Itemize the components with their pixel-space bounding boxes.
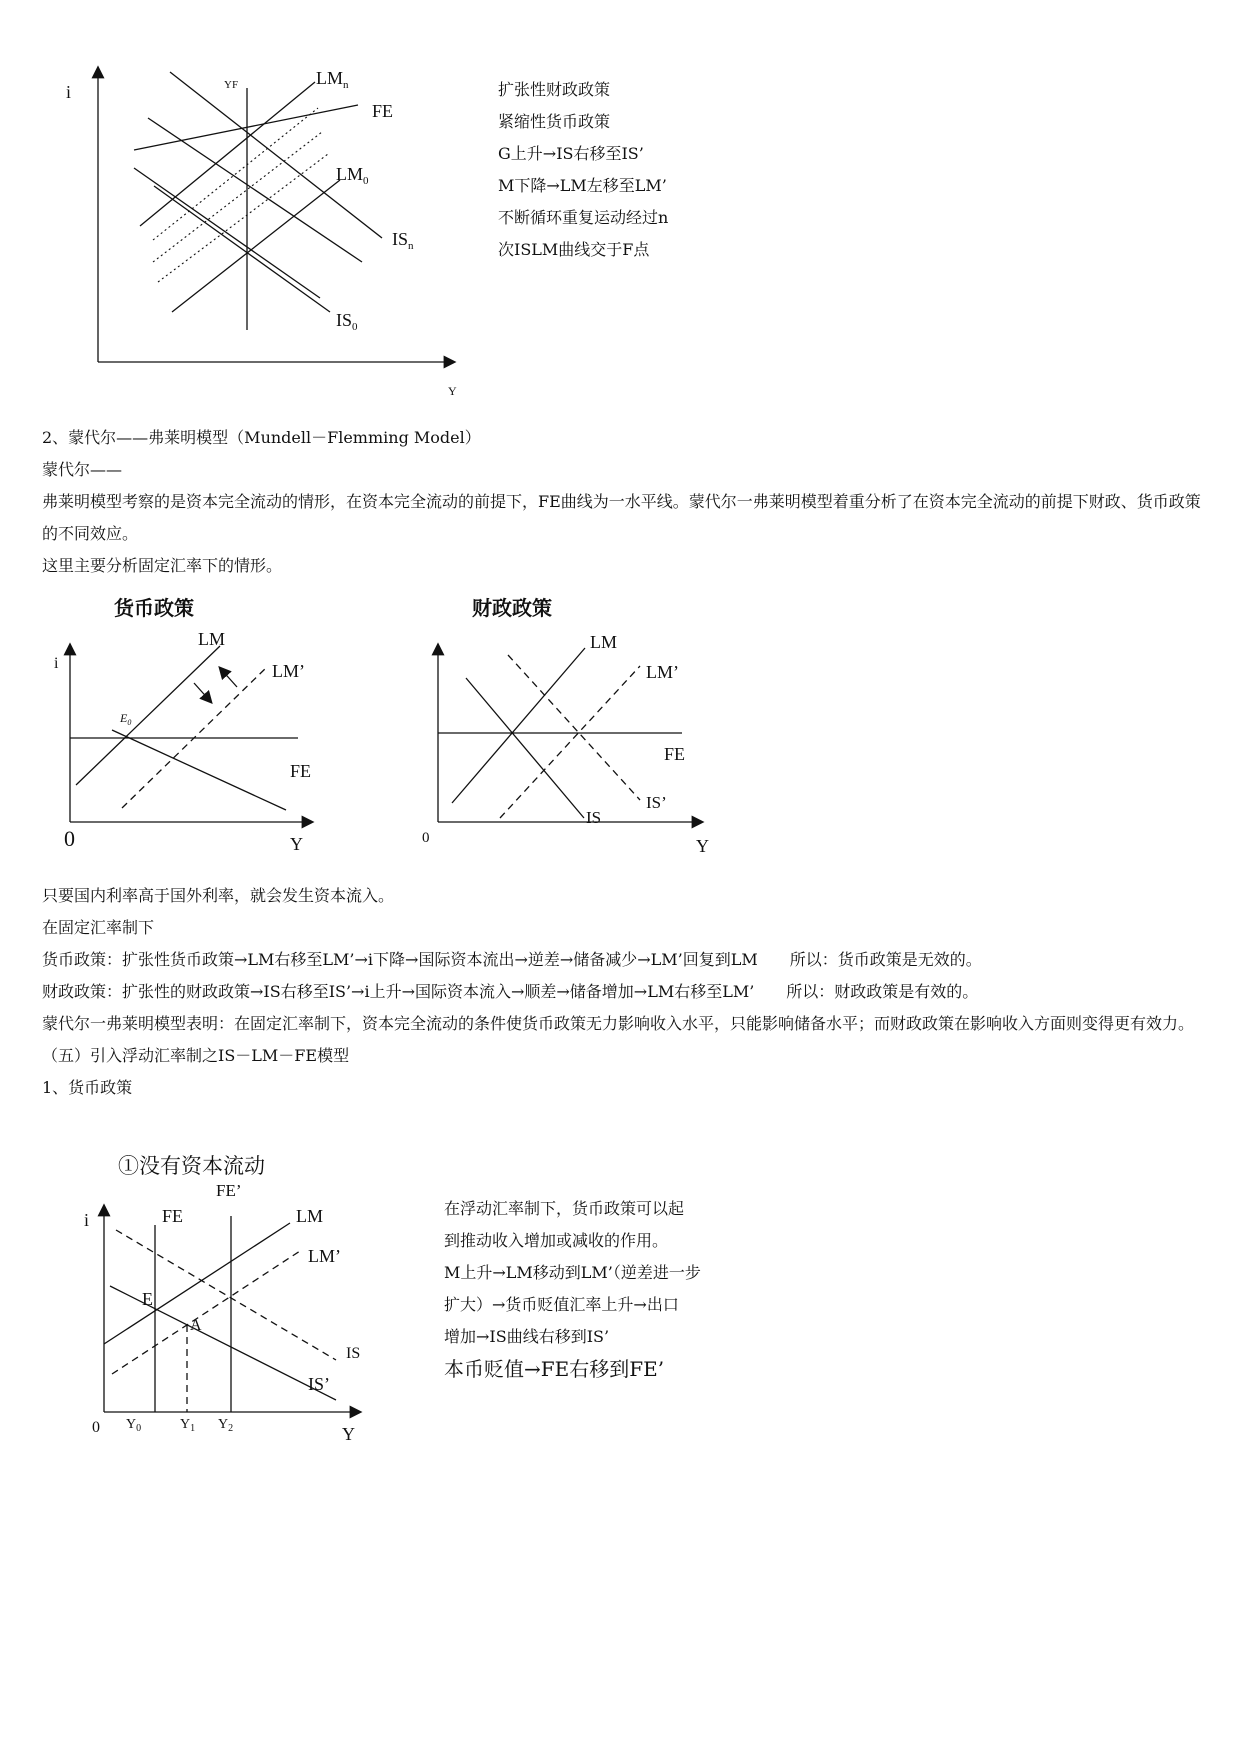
fig3-lm-label: LM xyxy=(296,1206,323,1226)
fig1-yf-label: YF xyxy=(224,79,239,91)
fig3-note-4: 扩大）→货币贬值汇率上升→出口 xyxy=(444,1295,679,1314)
section3-p5: 蒙代尔一弗莱明模型表明：在固定汇率制下，资本完全流动的条件使货币政策无力影响收入水平，只能影响储备水平；而财政政策在影响收入方面则变得更有效力。 xyxy=(42,1014,1195,1033)
fig3-note-3: M上升→LM移动到LM’（逆差进一步 xyxy=(444,1263,701,1282)
fig3-is-label: IS xyxy=(346,1345,361,1362)
section3-p4: 财政政策：扩张性的财政政策→IS右移至IS’→i上升→国际资本流入→顺差→储备增加→LM右移至LM’ 所以：财政政策是有效的。 xyxy=(42,982,979,1001)
section3-p1: 只要国内利率高于国外利率，就会发生资本流入。 xyxy=(42,886,395,905)
fig3-notes xyxy=(444,1193,701,1385)
fig3-origin: 0 xyxy=(92,1419,100,1436)
fig3-title: ①没有资本流动 xyxy=(118,1154,265,1178)
fig1-lm0-label: $LM_0$ xyxy=(336,164,369,187)
section2-line2: 弗莱明模型考察的是资本完全流动的情形，在资本完全流动的前提下，FE曲线为一水平线。蒙代尔一弗莱明模型着重分析了在资本完全流动的前提下财政、货币政策的不同效应。 xyxy=(42,492,1201,543)
fig2-title-fiscal: 财政政策 xyxy=(472,596,552,620)
section3-p7: 1、货币政策 xyxy=(42,1078,133,1097)
fig2r-lm2-label: LM’ xyxy=(646,662,679,682)
fig2l-lm-label: LM xyxy=(198,629,225,649)
fig2r-axis-y: Y xyxy=(696,836,709,856)
fig3-y2-label: $Y_2$ xyxy=(218,1417,234,1434)
fig2r-is2-label: IS’ xyxy=(646,793,667,812)
fig3-note-2: 到推动收入增加或减收的作用。 xyxy=(444,1231,669,1250)
fig2l-axis-y: Y xyxy=(290,834,303,854)
fig3-fe-label: FE xyxy=(162,1206,184,1226)
fig1-isn-label: $IS_n$ xyxy=(392,229,414,252)
fig1-note-4: M下降→LM左移至LM’ xyxy=(498,176,667,195)
fig1-axis-i: i xyxy=(66,82,72,102)
fig2r-is-label: IS xyxy=(586,808,602,827)
fig1-note-2: 紧缩性货币政策 xyxy=(498,112,611,131)
fig3-a-label: A xyxy=(190,1317,202,1334)
section3-p2: 在固定汇率制下 xyxy=(42,918,155,937)
fig3-is2-label: IS’ xyxy=(308,1374,330,1394)
fig2l-e0-label: $E_0$ xyxy=(120,711,132,727)
fig1-note-6: 次ISLM曲线交于F点 xyxy=(498,240,650,259)
fig2r-origin: 0 xyxy=(422,830,430,846)
fig1-note-5: 不断循环重复运动经过n xyxy=(498,208,669,227)
section2-line1: 蒙代尔—— xyxy=(42,460,123,479)
fig2l-lm2-label: LM’ xyxy=(272,661,305,681)
fig1-fe-label: FE xyxy=(372,101,394,121)
fig1-axis-y: Y xyxy=(448,384,457,398)
fig2l-fe-label: FE xyxy=(290,761,312,781)
fig3-note-1: 在浮动汇率制下，货币政策可以起 xyxy=(444,1199,685,1218)
fig3-e-label: E xyxy=(142,1289,153,1309)
section3-p6: （五）引入浮动汇率制之IS－LM－FE模型 xyxy=(42,1046,350,1065)
fig2r-fe-label: FE xyxy=(664,744,686,764)
section3-p3: 货币政策：扩张性货币政策→LM右移至LM’→i下降→国际资本流出→逆差→储备减少→LM’回复到LM 所以：货币政策是无效的。 xyxy=(42,950,982,969)
fig3-y1-label: $Y_1$ xyxy=(180,1417,196,1434)
fig3-axis-i: i xyxy=(84,1210,90,1230)
fig3-axis-y: Y xyxy=(342,1424,355,1444)
fig3-fe2-label: FE’ xyxy=(216,1181,242,1200)
fig2-title-money: 货币政策 xyxy=(114,596,194,620)
fig3-note-5: 增加→IS曲线右移到IS’ xyxy=(444,1327,610,1346)
fig3-lm2-label: LM’ xyxy=(308,1246,341,1266)
fig2l-origin: 0 xyxy=(64,826,75,851)
fig3-y0-label: $Y_0$ xyxy=(126,1417,142,1434)
fig1-note-3: G上升→IS右移至IS’ xyxy=(498,144,644,163)
fig3-lm2-line xyxy=(112,1251,300,1374)
section2-heading: 2、蒙代尔——弗莱明模型（Mundell－Flemming Model） xyxy=(42,428,481,447)
fig2l-axis-i: i xyxy=(54,655,59,672)
fig1-lmn-label: $LM_n$ xyxy=(316,68,349,91)
fig2r-lm-label: LM xyxy=(590,632,617,652)
fig1-is0-label: $IS_0$ xyxy=(336,310,358,333)
fig1-note-1: 扩张性财政政策 xyxy=(498,80,611,99)
fig3-note-big: 本币贬值→FE右移到FE’ xyxy=(444,1357,665,1381)
section2-line3: 这里主要分析固定汇率下的情形。 xyxy=(42,556,283,575)
